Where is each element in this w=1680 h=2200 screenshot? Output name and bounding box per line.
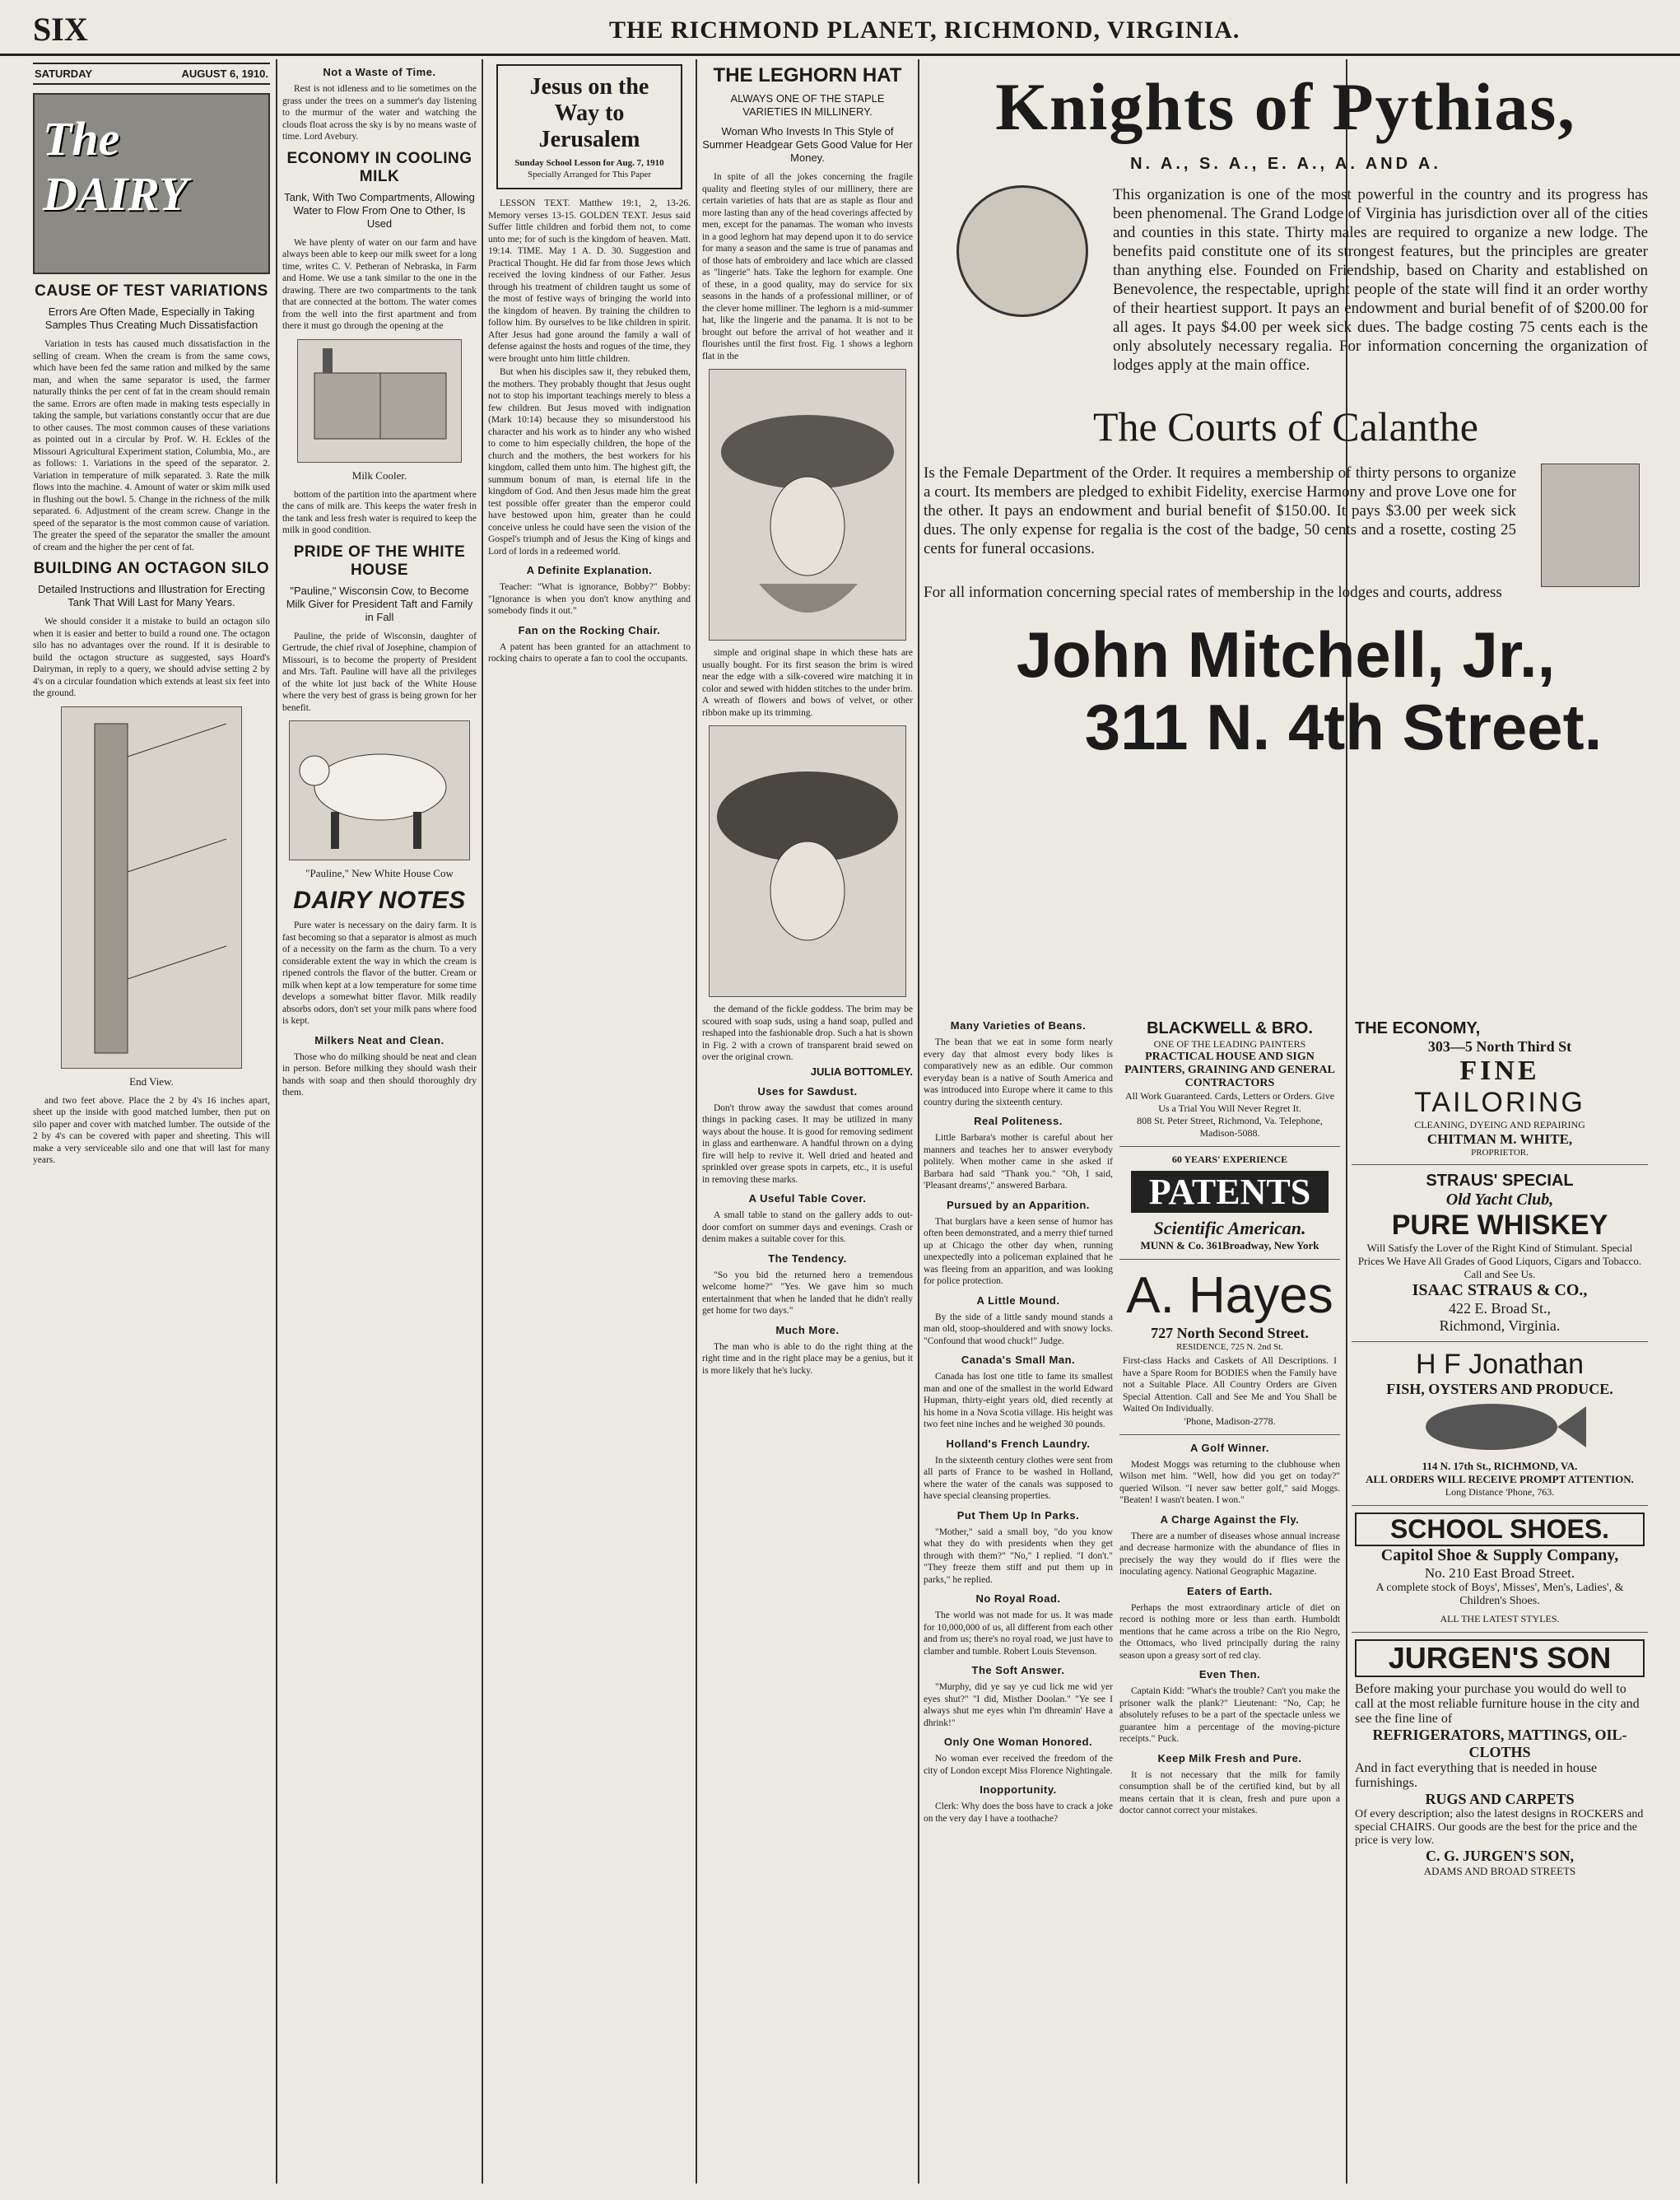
article-body: "Murphy, did ye say ye cud lick me wid yer eyes shut?" "I did, Misther Doolan." "Ye see I always shut me eyes whin I'm dhreamin' Have a dhrink!" — [924, 1682, 1113, 1728]
kop-body: This organization is one of the most powerful in the country and its progress has been phenomenal. The Grand Lodge of Virginia has jurisdiction over all of the cities and counties in this state. Thirty males are required to organize a new lodge. The benefits paid constitute one of its strongest features, but the principles are greater than anything else. Founded on Friendship, based on Charity and established on Benevolence, the respectable, upright people of the state will find it an order worthy of their heartiest support. It pays an endowment and burial benefit of of $200.00 for all ages. It pays $4.00 per week sick dues. The badge costing 75 cents each is the only absolutely necessary regalia. For information concerning the organization of lodges apply at the main office. — [1113, 186, 1648, 374]
mitchell-address: 311 N. 4th Street. — [1084, 691, 1603, 763]
article-body: Perhaps the most extraordinary article of diet on record is nothing more or less than earth. Humboldt mentions that he came across a tribe on the Rio Negro, the Ottomacs, who lived principally during the rainy season upon a greasy sort of red clay. — [1119, 1602, 1340, 1661]
kop-emblem-icon — [956, 185, 1088, 317]
calanthe-body-block — [924, 464, 1648, 558]
ad-title: SCHOOL SHOES. — [1355, 1512, 1645, 1546]
silo-illustration — [61, 706, 242, 1069]
figure-caption: Milk Cooler. — [351, 468, 407, 482]
article-headline: No Royal Road. — [975, 1592, 1061, 1605]
article-body: A small table to stand on the gallery adds to out-door comfort on summer days and evenings. Crash or denim makes a suitable cover for this. — [702, 1210, 913, 1244]
column-rule — [482, 59, 483, 2184]
masthead — [0, 0, 1680, 56]
leghorn-hat-icon — [710, 370, 905, 640]
ad-line: FINE — [1459, 1056, 1540, 1086]
ad-line: TAILORING — [1414, 1087, 1585, 1118]
article-headline: The Tendency. — [768, 1251, 847, 1265]
ad-line: RUGS AND CARPETS — [1425, 1791, 1575, 1807]
ad-line: All Work Guaranteed. Cards, Letters or Orders. Give Us a Trial You Will Never Regret It. — [1124, 1090, 1335, 1114]
article-body: In the sixteenth century clothes were sent from all parts of France to be washed in Holland, where the water of the canals was supposed to have special cleansing properties. — [924, 1455, 1113, 1501]
article-headline: Uses for Sawdust. — [757, 1084, 858, 1098]
page-number: SIX — [33, 11, 88, 48]
article-body: "So you bid the returned hero a tremendous welcome home?" "Yes. We gave him so much entertainment that when he landed that he didn't really get home for two days." — [702, 1270, 913, 1316]
drooping-hat-icon — [710, 726, 905, 996]
column-rule — [696, 59, 697, 2184]
article-headline: BUILDING AN OCTAGON SILO — [33, 560, 270, 577]
ad-line: CLEANING, DYEING AND REPAIRING — [1414, 1119, 1585, 1130]
column-3 — [488, 59, 691, 2184]
ad-line: Scientific American. — [1153, 1218, 1306, 1238]
ad-line: Old Yacht Club, — [1445, 1191, 1554, 1209]
ad-body: First-class Hacks and Caskets of All Descriptions. I have a Spare Room for BODIES when the Family have not a Suitable Place. All Country Orders are Given Special Attention. Call and See Me and You Shall be Waited On Individually. — [1123, 1356, 1337, 1414]
kop-title: Knights of Pythias, — [995, 69, 1576, 144]
article-headline: THE LEGHORN HAT — [713, 64, 902, 86]
hat-illustration-2 — [709, 725, 906, 997]
ad-address: 114 N. 17th St., RICHMOND, VA. — [1422, 1460, 1578, 1472]
school-shoes-advert — [1352, 1506, 1648, 1633]
column-1 — [33, 59, 270, 2184]
article-body: Clerk: Why does the boss have to crack a joke on the very day I have a toothache? — [924, 1801, 1113, 1824]
box-title: Jesus on the Way to Jerusalem — [529, 74, 649, 152]
ad-address: MUNN & Co. 361Broadway, New York — [1140, 1239, 1319, 1251]
box-note: Specially Arranged for This Paper — [527, 170, 652, 179]
ad-phone: Long Distance 'Phone, 763. — [1445, 1486, 1555, 1498]
article-body: Captain Kidd: "What's the trouble? Can't you make the prisoner walk the plank?" Lieutenant: "No, Cap; he absolutely refuses to be a part of the spectacle unless we guarantee him a percentage of the moving-picture receipts." Puck. — [1119, 1686, 1340, 1744]
column-4 — [702, 59, 913, 2184]
article-body: Rest is not idleness and to lie sometimes on the grass under the trees on a summer's day listening to the murmur of the water and watching the clouds float across the sky is by no means waste of time. Lord Avebury. — [282, 84, 477, 142]
economy-advert — [1352, 1013, 1648, 1165]
ad-line: And in fact everything that is needed in house furnishings. — [1355, 1761, 1598, 1790]
ad-title: H F Jonathan — [1415, 1349, 1585, 1380]
article-headline: Eaters of Earth. — [1186, 1584, 1273, 1597]
ad-phone: 'Phone, Madison-2778. — [1184, 1415, 1276, 1427]
ad-address: 303—5 North Third St — [1427, 1038, 1572, 1055]
article-body: No woman ever received the freedom of the city of London except Miss Florence Nightingale. — [924, 1754, 1113, 1776]
article-body: Those who do milking should be neat and clean in person. Before milking they should wash their hands with soap and then should thoroughly dry them. — [282, 1051, 477, 1098]
article-headline: Keep Milk Fresh and Pure. — [1157, 1751, 1302, 1764]
article-body: It is not necessary that the milk for family consumption shall be of the certified kind, but by all means certain that it is clean, fresh and pure upon a doctor cannot correct your mistakes. — [1119, 1769, 1340, 1815]
article-body: Modest Moggs was returning to the clubhouse when Wilson met him. "Well, how did you get on today?" queried Wilson. "I never saw better golf," said Moggs. "Beaten! I wasn't beaten. I won." — [1119, 1459, 1340, 1505]
article-body: In spite of all the jokes concerning the fragile quality and fleeting styles of our millinery, there are certain varieties of hats that are as staple as flour and more lasting than any of the head coverings affected by men, except for the panamas. The woman who invests in a good leghorn hat may depend upon it to do service for many a season and the same is true of panamas and of those hats of embroidery and lace which are classed as "lingerie" hats. Take the leghorn for example. One of these, in a good quality, may do service for six seasons in the hands of a professional milliner, or of the clever home milliner. The leghorn is a mid-summer hat, like the lingerie and the panama. It is not to be brought out before the arrival of hot weather and it flourishes until the first frost. Fig. 1 shows a leghorn flat in the — [702, 172, 913, 361]
patents-advert — [1119, 1147, 1340, 1260]
hat-illustration-1 — [709, 369, 906, 641]
hayes-advert — [1119, 1260, 1340, 1435]
straus-advert — [1352, 1165, 1648, 1342]
knights-of-pythias-advert — [924, 59, 1648, 1006]
article-body: bottom of the partition into the apartment where the cans of milk are. This keeps the water fresh in the tank and less fresh water is required to keep the milk in good condition. — [282, 489, 477, 535]
figure-caption: End View. — [129, 1074, 174, 1088]
article-headline: CAUSE OF TEST VARIATIONS — [35, 282, 268, 300]
ad-line: RESIDENCE, 725 N. 2nd St. — [1176, 1342, 1283, 1352]
article-headline: Much More. — [775, 1323, 840, 1336]
fish-icon — [1409, 1398, 1590, 1456]
ad-title: BLACKWELL & BRO. — [1147, 1019, 1313, 1037]
article-body: Teacher: "What is ignorance, Bobby?" Bobby: "Ignorance is when you don't know anything and somebody finds it out." — [488, 582, 691, 616]
article-headline: Canada's Small Man. — [961, 1354, 1076, 1366]
ad-line: ALL ORDERS WILL RECEIVE PROMPT ATTENTION. — [1366, 1473, 1634, 1485]
ad-line: ALL THE LATEST STYLES. — [1440, 1613, 1560, 1624]
figure-caption: "Pauline," New White House Cow — [305, 867, 454, 879]
author-signature: JULIA BOTTOMLEY. — [810, 1065, 913, 1078]
article-body: But when his disciples saw it, they rebuked them, the mothers. They probably thought that Jesus ought not to stop his important teachings merely to bless a few children. But Jesus moved with indignation (Mark 10:14) because they so misunderstood his character and his work as to hinder any who wished to come to him especially children, the hope of the church and the mothers, the best workers for his kingdom, called them unto him. The highest gift, the summum bonum of man, is eternal life in the kingdom of God. And then Jesus made him the great test possible offer greater than the emperor could have bestowed upon him, greater than he could conceive unless he could have seen the vision of the Gospel's triumph and of Jesus the King of kings and Lord of lords in a redeemed world. — [488, 367, 691, 557]
article-body: and two feet above. Place the 2 by 4's 16 inches apart, sheet up the inside with good matched lumber, then put on silo paper and cover with matched lumber. The outside of the 2 by 4's can be covered with paper and sheeting. This will make a very serviceable silo and one that will last for many years. — [33, 1095, 270, 1165]
ad-address: 808 St. Peter Street, Richmond, Va. Telephone, Madison-5088. — [1137, 1115, 1323, 1139]
ad-line: PRACTICAL HOUSE AND SIGN PAINTERS, GRAINING AND GENERAL CONTRACTORS — [1124, 1051, 1335, 1089]
article-headline: The Soft Answer. — [971, 1664, 1065, 1676]
article-body: The bean that we eat in some form nearly every day that almost every body likes is comparatively new as an edible. Our common everyday bean is a native of South America and was introduced into Europe where it came to this country during the sixteenth century. — [924, 1037, 1113, 1107]
article-headline: Put Them Up In Parks. — [956, 1508, 1080, 1522]
ad-title: STRAUS' SPECIAL — [1426, 1172, 1574, 1190]
article-headline: A Charge Against the Fly. — [1160, 1512, 1300, 1526]
ad-line: ONE OF THE LEADING PAINTERS — [1153, 1038, 1306, 1050]
ad-title: A. Hayes — [1126, 1267, 1333, 1324]
article-body: Variation in tests has caused much dissatisfaction in the selling of cream. When the cream is from the same cows, which have been fed the same ration and milked by the same man, and when the same separator is used, the farmer naturally thinks the per cent of fat in the cream should remain the same. Errors are often made in making tests especially in taking the sample, but variations constantly occur that are due to other causes. The most common causes of these variations as pointed out in a circular by Prof. W. H. Eckles of the Missouri Agricultural Experiment station, Columbia, Mo., are as follows: 1. Variations in the speed of the separator. 2. Variation in temperature of milk separated. 3. Rate the milk flows into the machine. 4. Amount of water or skim milk used in flushing out the bowl. 5. Change in the richness of the milk separated. 6. Adjustment of the cream screw. Change in the speed of the separator is the most common cause of variation. The greater the speed of the separator the smaller the amount of cream and the higher the per cent of fat. — [33, 339, 270, 552]
article-headline: DAIRY NOTES — [293, 887, 466, 914]
dairy-banner-image — [33, 93, 270, 274]
column-7 — [1352, 1013, 1648, 2184]
ad-body: A complete stock of Boys', Misses', Men's, Ladies', & Children's Shoes. — [1375, 1582, 1624, 1607]
article-headline: Milkers Neat and Clean. — [314, 1033, 444, 1046]
article-headline: A Useful Table Cover. — [748, 1192, 867, 1205]
cow-icon — [290, 721, 469, 860]
blackwell-advert — [1119, 1013, 1340, 1147]
kop-subtitle: N. A., S. A., E. A., A. AND A. — [1130, 155, 1441, 173]
article-headline: Pursued by an Apparition. — [947, 1198, 1090, 1211]
ad-line: ISAAC STRAUS & CO., — [1412, 1281, 1588, 1299]
article-body: That burglars have a keen sense of humor has often been demonstrated, and a merry thief turned up at Chicago the other day when, running unexpectedly into a policeman explained that he was fleeing from an apparition, and was looking for police protection. — [924, 1216, 1113, 1286]
ad-title: THE ECONOMY, — [1355, 1019, 1481, 1037]
article-headline: A Definite Explanation. — [526, 564, 653, 576]
article-body: Little Barbara's mother is careful about her manners and teaches her to answer everybody politely. When mother came in she asked if Barbara had said "Thank you." "Oh, I said, 'Pleasant dreams'," answered Barbara. — [924, 1133, 1113, 1191]
cow-illustration — [289, 720, 470, 860]
article-body: LESSON TEXT. Matthew 19:1, 2, 13-26. Memory verses 13-15. GOLDEN TEXT. Jesus said Suffer little children and forbid them not, to come unto me; for of such is the kingdom of heaven. Matt. 19:14. TIME. May 1 A. D. 30. Suggestion and Practical Thought. He did far from those Jews which received the loving kindness of our Father. Jesus through his treatment of children taught us some of the most of festive ways of bringing the world into the kingdom of heaven. By training the children to follow him. By ourselves to be like children in spirit. After Jesus had gone around the family a wall of defense against the hosts and rogues of the time, they were brought unto him little children. — [488, 198, 691, 364]
kop-body-block — [924, 185, 1648, 391]
column-rule — [918, 59, 919, 2184]
ad-address: 422 E. Broad St., — [1449, 1300, 1551, 1317]
ad-line: CHITMAN M. WHITE, — [1426, 1131, 1573, 1147]
article-subhead: "Pauline," Wisconsin Cow, to Become Milk Giver for President Taft and Family in Fall — [286, 584, 473, 623]
ad-line: FISH, OYSTERS AND PRODUCE. — [1386, 1381, 1613, 1397]
column-ads-middle — [1119, 1013, 1340, 2184]
hand-holding-flower-icon — [1541, 464, 1640, 587]
dateline — [33, 63, 270, 85]
mitchell-name: John Mitchell, Jr., — [1016, 618, 1556, 691]
article-headline: Many Varieties of Beans. — [950, 1019, 1087, 1032]
ad-body: Will Satisfy the Lover of the Right Kind of Stimulant. Special Prices We Have All Grades of Good Liquors, Cigars and Tobacco. Call and See Us. — [1357, 1242, 1642, 1280]
article-subhead: ALWAYS ONE OF THE STAPLE VARIETIES IN MILLINERY. — [730, 92, 885, 118]
column-6 — [924, 1013, 1113, 2184]
article-subhead: Tank, With Two Compartments, Allowing Water to Flow From One to Other, Is Used — [284, 190, 475, 230]
article-body: We should consider it a mistake to build an octagon silo when it is easier and better to build a round one. The octagon silo has no advantages over the round. If it is desirable to build the octagon structure as suggested, says Hoard's Dairyman, in reply to a query, we should advise setting 2 by 4's on a circular foundation which extends at least six feet into the ground. — [33, 617, 270, 698]
article-headline: PRIDE OF THE WHITE HOUSE — [293, 543, 466, 579]
article-headline: Fan on the Rocking Chair. — [518, 623, 661, 636]
article-headline: ECONOMY IN COOLING MILK — [286, 149, 472, 185]
ad-address: Richmond, Virginia. — [1439, 1317, 1561, 1334]
ad-line: C. G. JURGEN'S SON, — [1425, 1848, 1575, 1864]
dairy-banner-title: The DAIRY — [43, 112, 188, 221]
article-subhead: Detailed Instructions and Illustration for Erecting Tank That Will Last for Many Years. — [37, 583, 266, 608]
ad-address: ADAMS AND BROAD STREETS — [1423, 1865, 1576, 1877]
ad-line: PROPRIETOR. — [1471, 1148, 1529, 1158]
ad-title: PATENTS — [1131, 1171, 1329, 1213]
article-body: The man who is able to do the right thing at the right time and in the right place may be a genius, but it is more likely that he's lucky. — [702, 1341, 913, 1376]
article-headline: A Golf Winner. — [1190, 1441, 1269, 1454]
article-body: Pauline, the pride of Wisconsin, daughter of Gertrude, the chief rival of Josephine, champion of Missouri, is to become the property of President and Mrs. Taft. Pauline will have all the privileges of the white lot just back of the White House where the very best of grass is being grown for her benefit. — [282, 631, 477, 713]
ad-address: 727 North Second Street. — [1151, 1325, 1309, 1341]
silo-diagram-icon — [62, 707, 241, 1068]
jurgens-advert — [1352, 1633, 1648, 1885]
article-body: simple and original shape in which these hats are usually bought. For its first season the brim is wired near the edge with a silk-covered wire matching it in color and sewed with hidden stitches to the under brim. A wreath of flowers and bows of velvet, or other ribbon make up its trimming. — [702, 648, 913, 718]
article-headline: A Little Mound. — [976, 1293, 1060, 1307]
dateline-date: AUGUST 6, 1910. — [181, 68, 268, 80]
ad-line: Capitol Shoe & Supply Company, — [1380, 1546, 1619, 1564]
article-subhead: Woman Who Invests In This Style of Summer Headgear Gets Good Value for Her Money. — [702, 125, 913, 164]
sunday-school-box — [496, 64, 682, 189]
calanthe-body: Is the Female Department of the Order. It requires a membership of thirty persons to organize a court. Its members are pledged to exhibit Fidelity, exercise Harmony and prove Love one for the other. It pays an endowment and burial benefit of $150.00. It pays $3.00 per week sick dues. The only expense for regalia is the cost of the badge, 50 cents and a rosette, costing 25 cents for funeral occasions. — [924, 464, 1516, 557]
article-body: There are a number of diseases whose annual increase and decrease harmonize with the abundance of flies in precisely the way they would do if flies were the inoculating agency. National Geographic Magazine. — [1119, 1531, 1340, 1577]
article-body: The world was not made for us. It was made for 10,000,000 of us, all different from each other and from us; there's no royal road, we just have to clamber and tumble. Robert Louis Stevenson. — [924, 1610, 1113, 1657]
dateline-day: SATURDAY — [35, 68, 93, 80]
ad-address: No. 210 East Broad Street. — [1424, 1565, 1575, 1581]
column-2 — [282, 59, 477, 2184]
article-body: the demand of the fickle goddess. The brim may be scoured with soap suds, using a hand soap, pulled and reshaped into the fashionable drop. Such a hat is shown in Fig. 2 with a crown of transparent braid sewed on over the original crown. — [702, 1004, 913, 1062]
jonathan-advert — [1352, 1342, 1648, 1506]
article-body: We have plenty of water on our farm and have always been able to keep our milk sweet for a long time, writes C. V. Petheran of Nebraska, in Farm and Home. We use a tank similar to the one in the drawing. There are two compartments to the tank that are connected at the bottom. The water comes from the well into the first apartment and from there it must go through the opening at the — [282, 237, 477, 331]
article-body: Pure water is necessary on the dairy farm. It is fast becoming so that a separator is almost as much of a necessity on the farm as the churn. To a very considerable extent the way in which the cream is ripened controls the flavor of the butter. Cream or milk when kept at a low temperature for some time develops a somewhat bitter flavor. Milk readily absorbs odors, don't set your milk pans where food is kept. — [282, 921, 477, 1026]
ad-body: Before making your purchase you would do well to call at the most reliable furniture house in the city and see the fine line of — [1355, 1682, 1640, 1726]
article-headline: Only One Woman Honored. — [943, 1736, 1093, 1748]
article-headline: Even Then. — [1198, 1668, 1261, 1680]
box-subtitle: Sunday School Lesson for Aug. 7, 1910 — [514, 158, 664, 168]
article-headline: Inopportunity. — [980, 1783, 1057, 1796]
article-headline: Holland's French Laundry. — [946, 1437, 1091, 1450]
article-body: A patent has been granted for an attachment to rocking chairs to operate a fan to cool the occupants. — [488, 641, 691, 664]
article-body: Don't throw away the sawdust that comes around things in packing cases. It may be utilized in many ways about the house. It is good for removing sediment in glass and earthenware. A handful thrown on a dying fire will help to revive it. Well dried and heated and sprinkled over grease spots in carpets, etc., it is useful in removing these marks. — [702, 1102, 913, 1185]
column-rule — [276, 59, 277, 2184]
ad-line: PURE WHISKEY — [1391, 1210, 1608, 1241]
article-body: By the side of a little sandy mound stands a man old, stoop-shouldered and with snowy locks. "Confound that wood chuck!" Judge. — [924, 1312, 1113, 1346]
article-headline: Real Politeness. — [974, 1115, 1063, 1127]
article-body: Canada has lost one title to fame its smallest man and one of the smallest in the world Edward Hupman, thirty-eight years old, died recently at his home in a Nova Scotia village. His height was two feet nine inches and he weighed 30 pounds. — [924, 1372, 1113, 1429]
newspaper-title: THE RICHMOND PLANET, RICHMOND, VIRGINIA. — [609, 16, 1240, 44]
milk-cooler-illustration — [297, 339, 462, 463]
article-body: "Mother," said a small boy, "do you know what they do with presidents when they get through with them?" "No," I replied. "I don't." "They freeze them stiff and put them up in parks," he replied. — [924, 1526, 1113, 1585]
ad-line: 60 YEARS' EXPERIENCE — [1171, 1154, 1288, 1165]
milk-cooler-icon — [298, 340, 461, 462]
ad-line: REFRIGERATORS, MATTINGS, OIL-CLOTHS — [1372, 1727, 1627, 1760]
article-headline: Not a Waste of Time. — [323, 66, 436, 78]
ad-title: JURGEN'S SON — [1355, 1639, 1645, 1677]
ad-body: Of every description; also the latest designs in ROCKERS and special CHAIRS. Our goods are the best for the price and the price is very low. — [1355, 1808, 1644, 1847]
article-subhead: Errors Are Often Made, Especially in Taking Samples Thus Creating Much Dissatisfaction — [44, 305, 258, 331]
contact-line: For all information concerning special rates of membership in the lodges and courts, address — [924, 584, 1502, 601]
calanthe-title: The Courts of Calanthe — [1093, 403, 1478, 450]
